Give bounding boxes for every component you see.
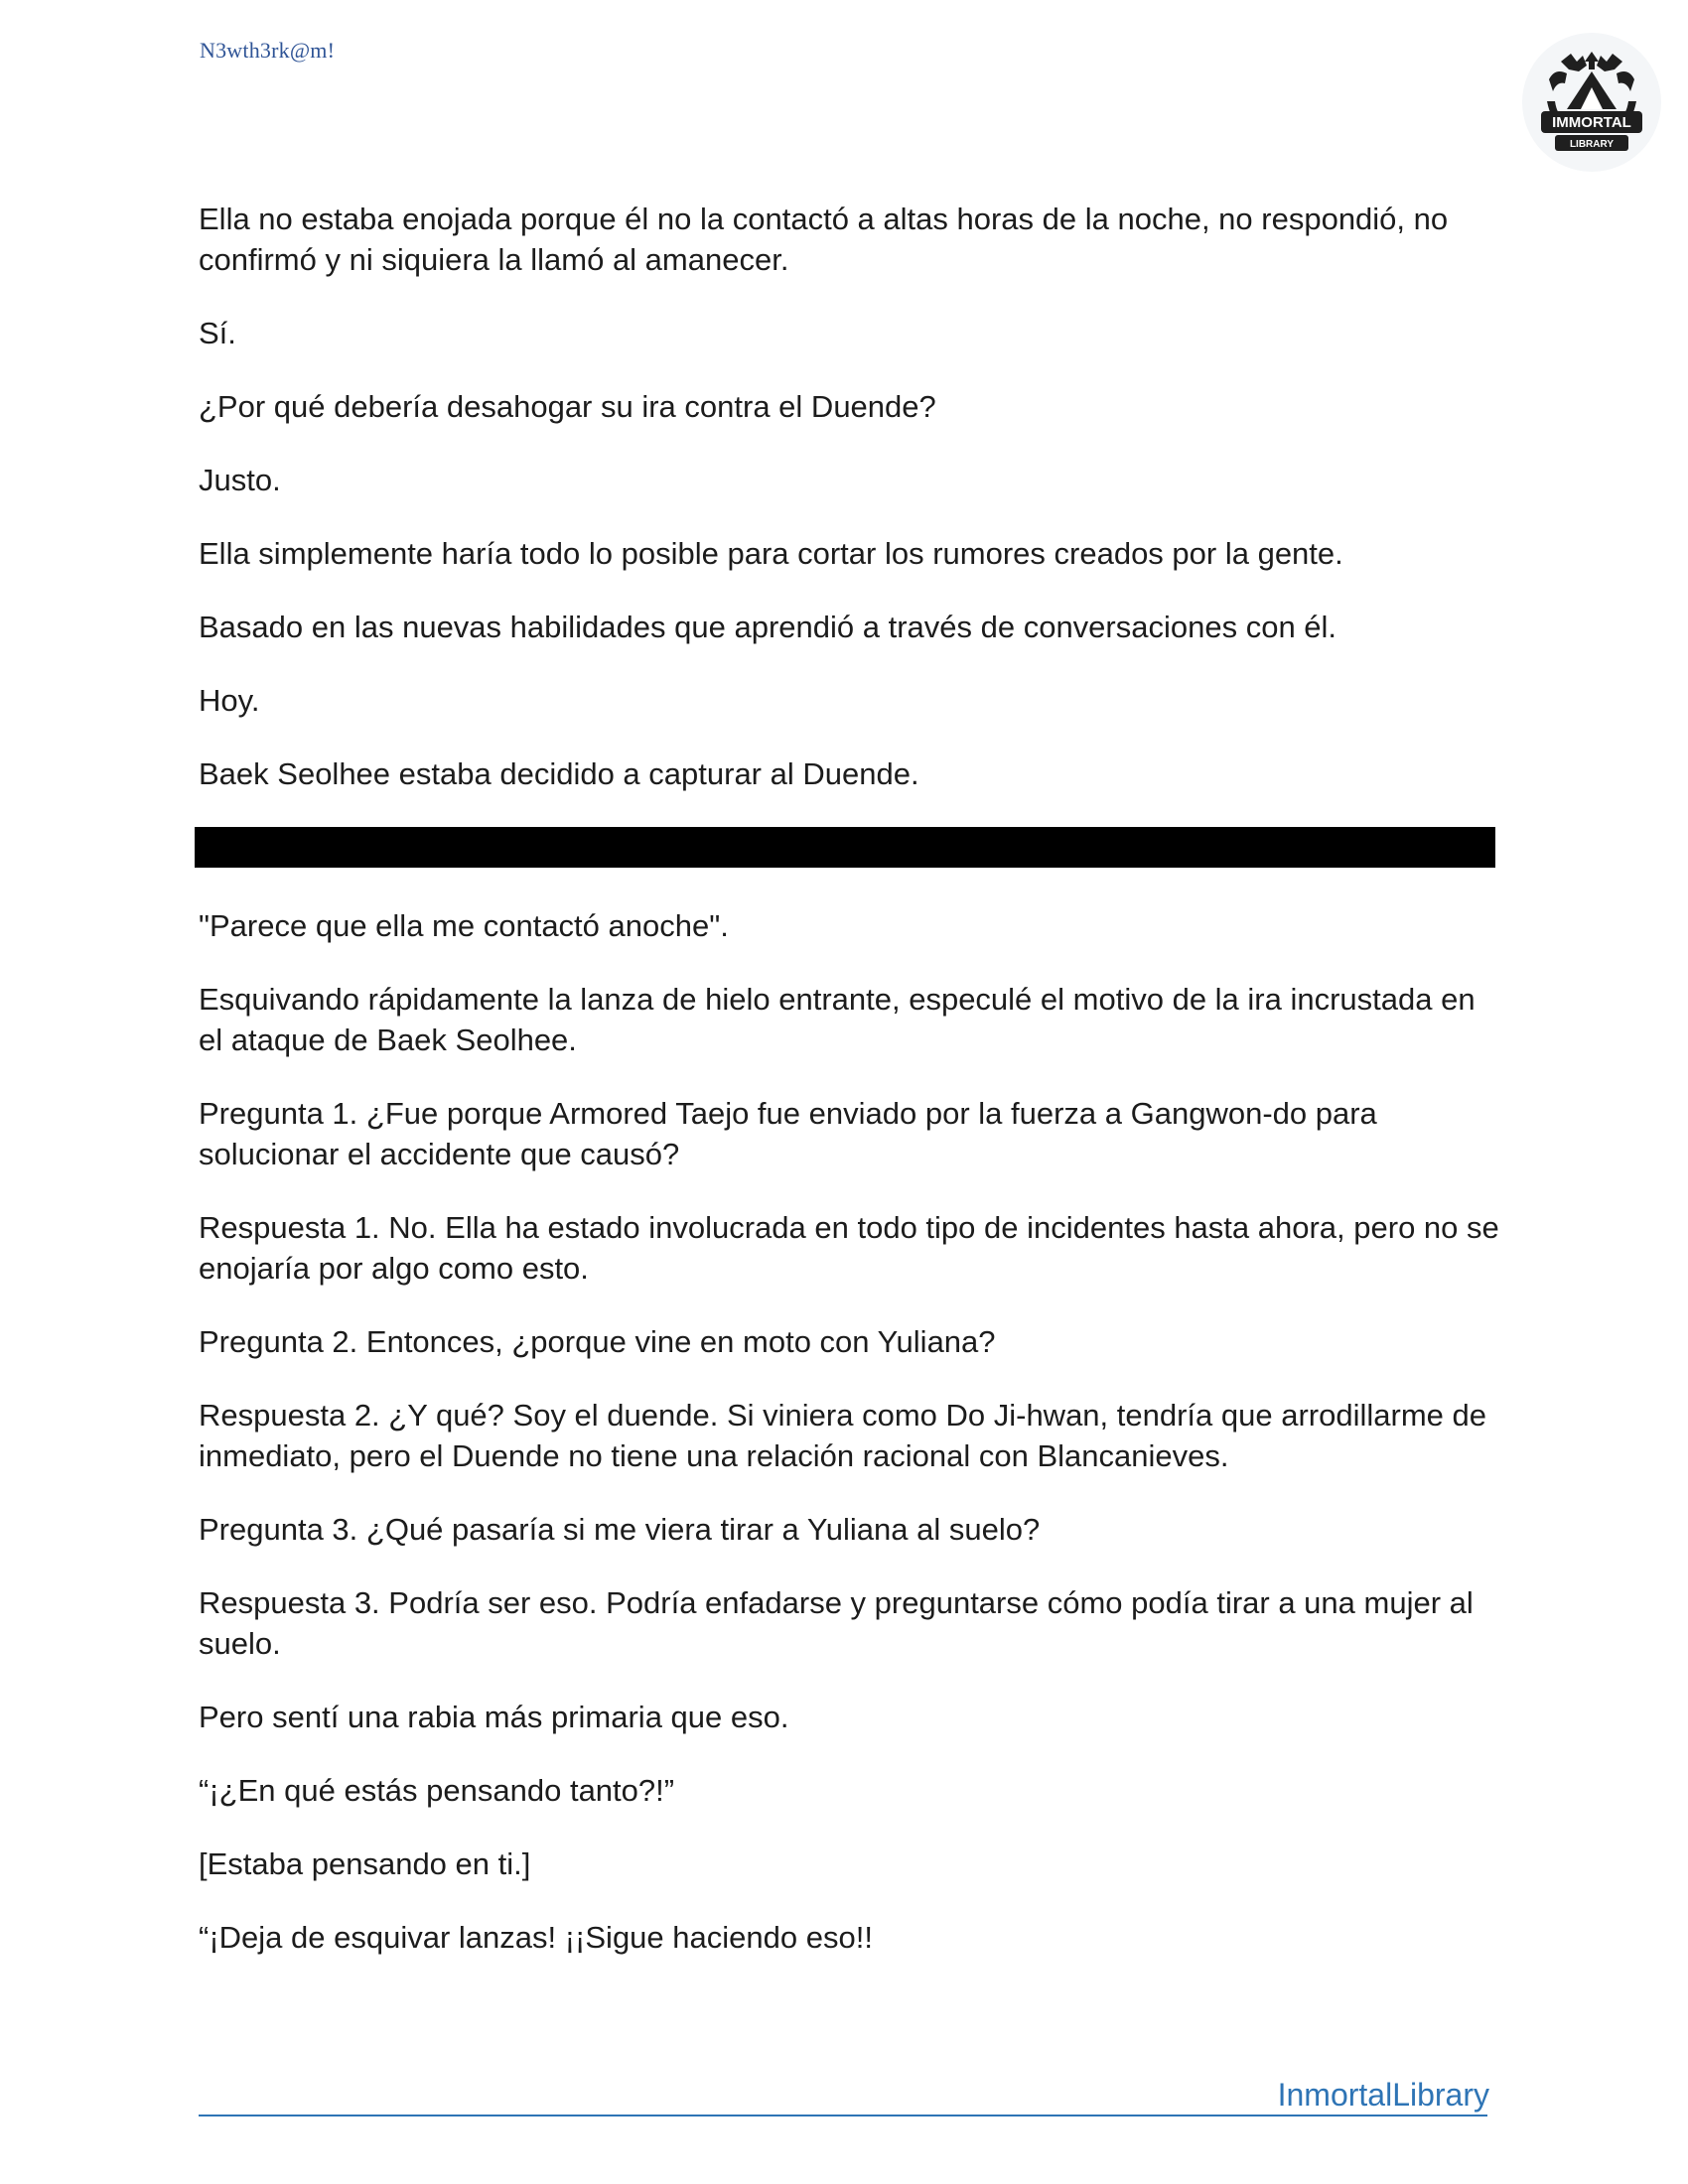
paragraph: [Estaba pensando en ti.] xyxy=(199,1846,531,1881)
document-body xyxy=(199,199,1499,1990)
paragraph: Ella simplemente haría todo lo posible para cortar los rumores creados por la gente. xyxy=(199,536,1343,571)
paragraph: “¡¿En qué estás pensando tanto?!” xyxy=(199,1773,675,1808)
paragraph: Justo. xyxy=(199,463,281,497)
logo-title: IMMORTAL xyxy=(1552,114,1631,131)
paragraph: Pregunta 1. ¿Fue porque Armored Taejo fue enviado por la fuerza a Gangwon-do para solucionar el accidente que causó? xyxy=(199,1096,1377,1171)
header-watermark: N3wth3rk@m! xyxy=(200,38,336,63)
paragraph: Respuesta 3. Podría ser eso. Podría enfadarse y preguntarse cómo podía tirar a una mujer al suelo. xyxy=(199,1585,1474,1661)
paragraph: Baek Seolhee estaba decidido a capturar al Duende. xyxy=(199,756,919,791)
paragraph: Sí. xyxy=(199,316,236,350)
paragraph: "Parece que ella me contactó anoche". xyxy=(199,908,729,943)
paragraph: Pregunta 2. Entonces, ¿porque vine en moto con Yuliana? xyxy=(199,1324,996,1359)
paragraph: Pregunta 3. ¿Qué pasaría si me viera tirar a Yuliana al suelo? xyxy=(199,1512,1041,1547)
paragraph: ¿Por qué debería desahogar su ira contra el Duende? xyxy=(199,389,936,424)
paragraph: Esquivando rápidamente la lanza de hielo entrante, especulé el motivo de la ira incrustada en el ataque de Baek Seolhee. xyxy=(199,982,1476,1057)
paragraph: “¡Deja de esquivar lanzas! ¡¡Sigue haciendo eso!! xyxy=(199,1920,873,1955)
footer-link[interactable]: InmortalLibrary xyxy=(1277,2077,1489,2113)
section-divider xyxy=(195,827,1495,868)
paragraph: Basado en las nuevas habilidades que aprendió a través de conversaciones con él. xyxy=(199,610,1337,644)
paragraph: Hoy. xyxy=(199,683,260,718)
paragraph: Ella no estaba enojada porque él no la contactó a altas horas de la noche, no respondió, no confirmó y ni siquiera la llamó al amanecer. xyxy=(199,202,1449,277)
paragraph: Respuesta 1. No. Ella ha estado involucrada en todo tipo de incidentes hasta ahora, pero no se enojaría por algo como esto. xyxy=(199,1210,1499,1286)
immortal-library-logo xyxy=(1521,32,1662,173)
footer-rule xyxy=(199,2115,1487,2116)
paragraph: Pero sentí una rabia más primaria que eso. xyxy=(199,1700,789,1734)
logo-subtitle: LIBRARY xyxy=(1569,139,1615,150)
paragraph: Respuesta 2. ¿Y qué? Soy el duende. Si viniera como Do Ji-hwan, tendría que arrodillarme de inmediato, pero el Duende no tiene una relación racional con Blancanieves. xyxy=(199,1398,1486,1473)
